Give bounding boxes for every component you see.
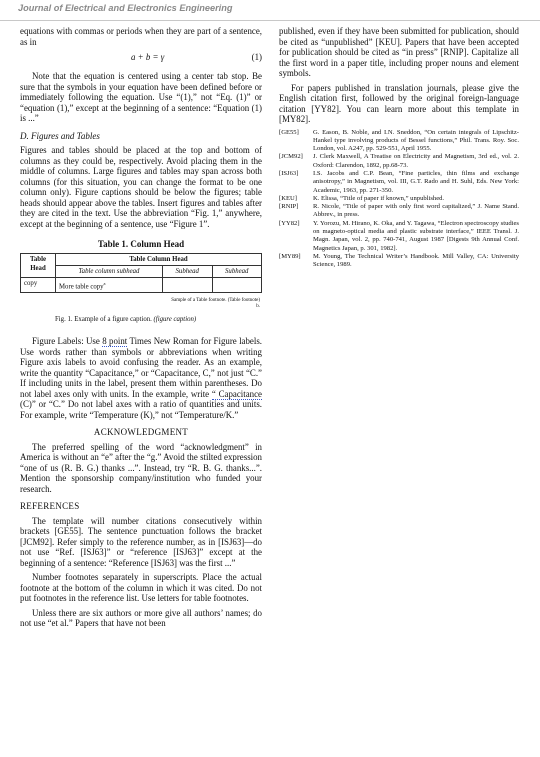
labels-text-a: Figure Labels: Use	[32, 336, 100, 347]
table-cell	[56, 277, 163, 292]
table-footnote: Sample of a Table footnote. (Table footnote)	[171, 297, 260, 303]
table-cell-text: More table copy	[59, 282, 104, 290]
reference-key: [ISJ63]	[279, 169, 299, 177]
figure-caption	[55, 315, 262, 326]
reference-item	[279, 195, 519, 203]
reference-text: M. Young, The Technical Writer’s Handbook. Mill Valley, CA: University Science, 1989.	[313, 252, 519, 269]
reference-text: G. Eason, B. Noble, and I.N. Sneddon, “On certain integrals of Lipschitz-Hankel type involving products of Bessel functions,” Phil. Trans. Roy. Soc. London, vol. A247, pp. 529-551, April 1955.	[313, 128, 519, 153]
table-row-label: copy	[21, 277, 56, 292]
left-column	[20, 26, 262, 629]
right-column	[279, 26, 519, 270]
reference-key: [MY89]	[279, 252, 301, 260]
reference-key: [RNIP]	[279, 203, 299, 211]
table-head-cell: Table Head	[21, 253, 56, 277]
equation: a + b = γ	[131, 52, 165, 62]
sample-table	[20, 253, 262, 293]
reference-item	[279, 203, 519, 220]
table-column-head: Table Column Head	[56, 253, 262, 265]
table-cell	[163, 277, 213, 292]
reference-key: [KEU]	[279, 194, 297, 202]
reference-text: Y. Yorozu, M. Hirano, K. Oka, and Y. Tagawa, “Electron spectroscopy studies on magneto-optical media and plastic substrate interface,” IEEE Transl. J. Magn. Japan, vol. 2, pp. 740-741, August 1987 [Digests 9th Annual Conf. Magnetics Japan, p. 301, 1982].	[313, 219, 519, 252]
table-subhead: Subhead	[163, 265, 213, 277]
references-paragraph-2: Number footnotes separately in superscripts. Place the actual footnote at the bottom of the column in which it was cited. Do not put footnotes in the reference list. Use letters for table footnotes.	[20, 572, 262, 604]
figures-section-title: D. Figures and Tables	[20, 130, 100, 141]
reference-text: R. Nicole, “Title of paper with only first word capitalized,” J. Name Stand. Abbrev., in press.	[313, 203, 519, 219]
figure-caption-text: Fig. 1. Example of a figure caption.	[55, 315, 152, 323]
equation-note-paragraph: Note that the equation is centered using a center tab stop. Be sure that the symbols in your equation have been defined before or immediately following the equation. Use “(1),” not “Eq. (1)” or “equation (1),” except at the beginning of a sentence: “Equation (1) is ...”	[20, 71, 262, 123]
journal-title: Journal of Electrical and Electronics Engineering	[18, 3, 233, 13]
figures-paragraph: Figures and tables should be placed at the top and bottom of columns as they could be, respectively. Avoid placing them in the middle of columns. Large figures and tables may span across both columns (for this situation, you can change the format to be one column only). Figure captions should be below the figures; table heads should appear above the tables. Insert figures and tables after they are cited in the text. Use the abbreviation “Fig. 1,” anywhere, except at the beginning of a sentence, use “Figure 1”.	[20, 145, 262, 229]
reference-list	[279, 129, 519, 270]
intro-paragraph: equations with commas or periods when they are part of a sentence, as in	[20, 26, 262, 47]
table-subhead: Subhead	[212, 265, 262, 277]
labels-text-c: (C)” or “C.” Do not label axes with a ratio of quantities and units. For example, write “Temperature (K),” not “Temperature/K.”	[20, 399, 262, 420]
journal-header	[0, 0, 540, 21]
reference-item	[279, 170, 519, 195]
labels-link-capacitance: “ Capacitance	[211, 388, 262, 399]
table-cell	[212, 277, 262, 292]
table-cell-sup: a	[103, 280, 106, 286]
equation-number: (1)	[251, 52, 262, 62]
table-footnote-b: b.	[256, 303, 260, 309]
reference-item	[279, 153, 519, 170]
continued-paragraph: published, even if they have been submitted for publication, should be cited as “unpublished” [KEU]. Papers that have been accepted for publication should be cited as “in press” [RNIP]. Capitalize all the first word in a paper title, including proper nouns and element symbols.	[279, 26, 519, 78]
table-title: Table 1. Column Head	[97, 239, 185, 249]
reference-key: [YY82]	[279, 219, 300, 227]
reference-item	[279, 253, 519, 270]
labels-link-8pt: 8 point	[102, 336, 128, 347]
reference-item	[279, 220, 519, 253]
reference-item	[279, 129, 519, 154]
references-title: REFERENCES	[20, 501, 80, 512]
references-paragraph-3: Unless there are six authors or more give all authors’ names; do not use “et al.” Papers that have not been	[20, 607, 262, 629]
reference-key: [GE55]	[279, 128, 299, 136]
figure-labels-paragraph	[20, 336, 262, 420]
reference-text: K. Elissa, “Title of paper if known,” unpublished.	[313, 194, 445, 202]
equation-line	[20, 47, 262, 67]
acknowledgment-title: ACKNOWLEDGMENT	[93, 427, 189, 438]
figure-caption-tag: (figure caption)	[153, 315, 197, 323]
acknowledgment-paragraph: The preferred spelling of the word “acknowledgment” in America is without an “e” after the “g.” Avoid the stilted expression “one of us (R. B. G.) thanks ...”. Instead, try “R. B. G. thanks...”. Mention the sponsorship company/institution who funded your research.	[20, 441, 262, 494]
labels-text-b: Times New Roman for Figure labels. Use words rather than symbols or abbreviations when writing Figure axis labels to avoid confusing the reader. As an example, write the quantity “Capacitance,” or “Capacitance, C,” not just “C.” If including units in the label, present them within parentheses. Do not label axes only with units. In the example, write	[20, 336, 262, 399]
reference-key: [JCM92]	[279, 153, 303, 161]
reference-text: I.S. Jacobs and C.P. Bean, “Fine particles, thin films and exchange anisotropy,” in Magnetism, vol. III, G.T. Rado and H. Suhl, Eds. New York: Academic, 1963, pp. 271-350.	[313, 169, 519, 194]
references-paragraph-1: The template will number citations consecutively within brackets [GE55]. The sentence punctuation follows the bracket [JCM92]. Refer simply to the reference number, as in [ISJ63]—do not use “Ref. [ISJ63]” or “reference [ISJ63]” except at the beginning of a sentence: “Reference [ISJ63] was the first ...”	[20, 515, 262, 568]
table-subhead: Table column subhead	[56, 265, 163, 277]
translation-paragraph: For papers published in translation journals, please give the English citation first, followed by the original foreign-language citation [YY82]. You can learn more about this template in [MY82].	[279, 82, 519, 124]
reference-text: J. Clerk Maxwell, A Treatise on Electricity and Magnetism, 3rd ed., vol. 2. Oxford: Clarendon, 1892, pp.68-73.	[313, 153, 519, 169]
